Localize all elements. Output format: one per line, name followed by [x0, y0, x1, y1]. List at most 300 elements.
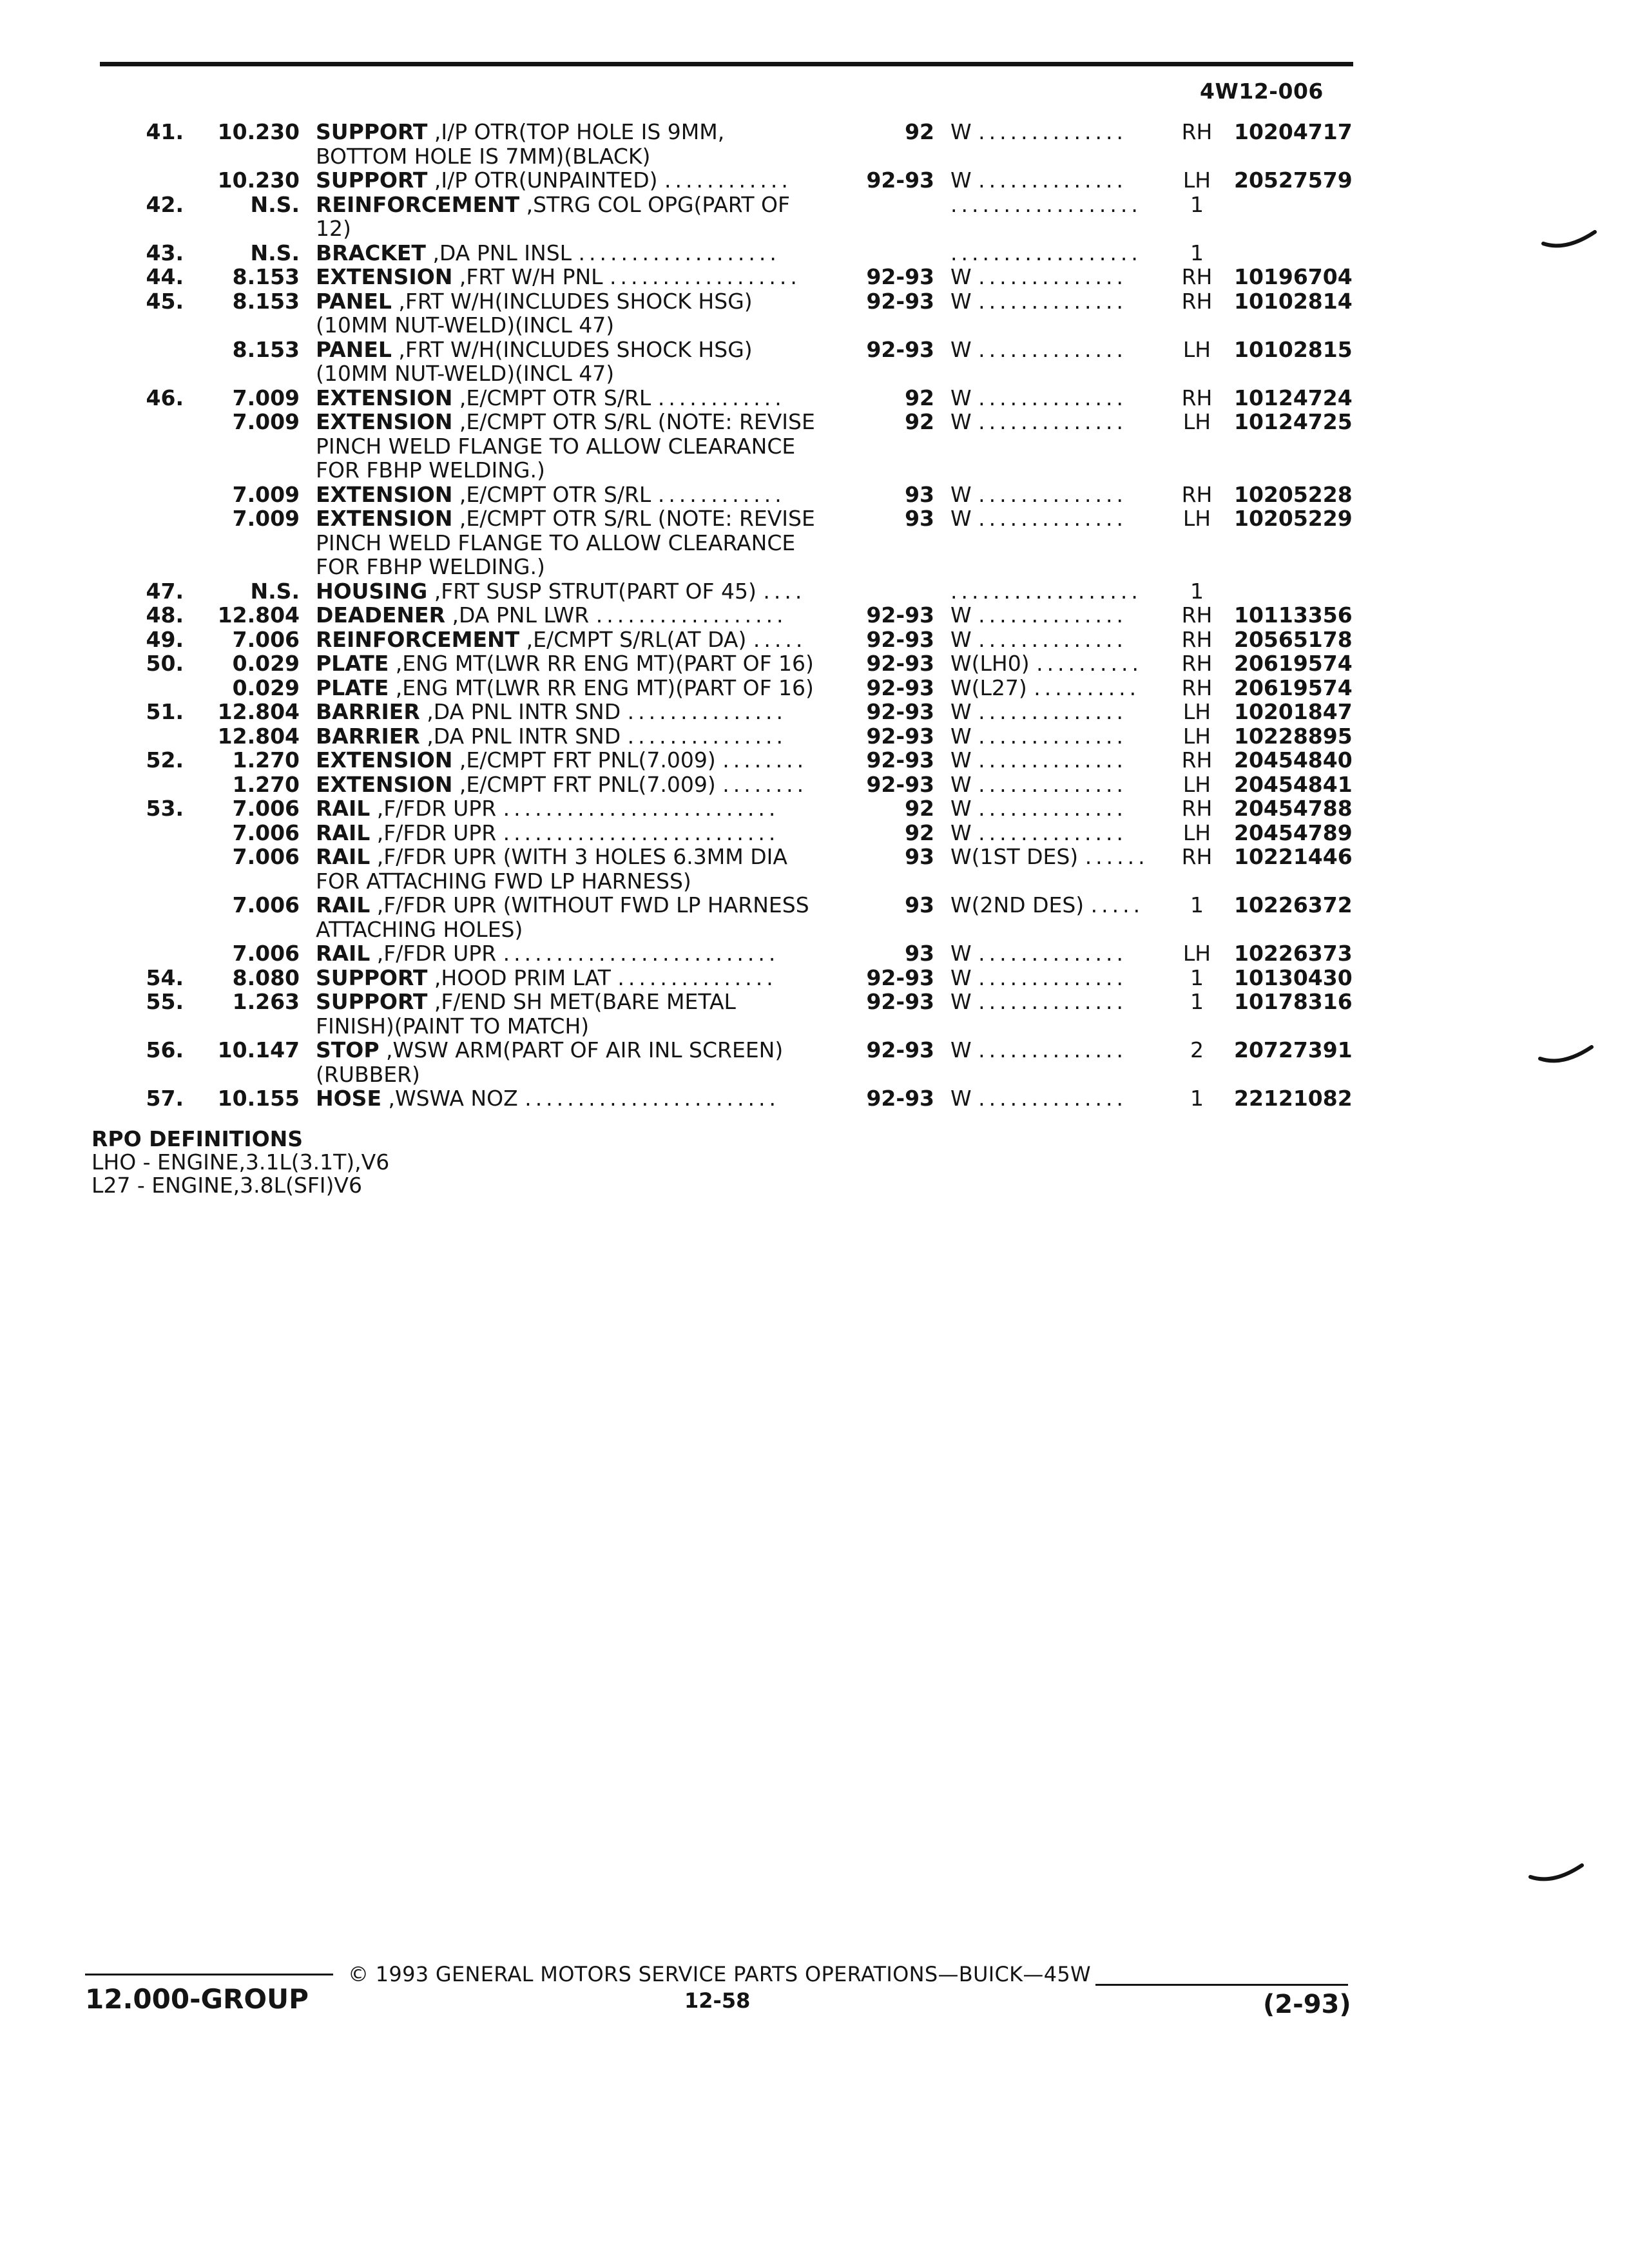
list-item [0, 434, 1629, 459]
description-text: ,ENG MT(LWR RR ENG MT)(PART OF 16) [389, 651, 814, 676]
side-or-quantity: RH [1181, 602, 1213, 628]
side-or-quantity: RH [1181, 796, 1213, 821]
list-item [0, 773, 1629, 797]
list-item [0, 241, 1629, 265]
description-text: ,E/CMPT FRT PNL(7.009) [452, 772, 716, 796]
usage-code [950, 1086, 1170, 1111]
part-number: 20527579 [1234, 168, 1353, 193]
leader-dots: .............. [978, 385, 1127, 410]
usage-code [950, 651, 1170, 676]
scan-mark [1537, 1041, 1595, 1066]
item-number: 53. [146, 796, 184, 821]
part-description [316, 1014, 847, 1039]
usage-code-text: W [950, 965, 972, 990]
description-text: ,E/CMPT OTR S/RL (NOTE: REVISE [452, 410, 815, 434]
description-text: ATTACHING HOLES) [316, 917, 523, 941]
part-description [316, 1062, 847, 1087]
side-or-quantity: 1 [1190, 191, 1204, 217]
part-number: 10226372 [1234, 892, 1353, 918]
usage-code [950, 265, 1170, 289]
list-item [0, 603, 1629, 628]
side-or-quantity: LH [1182, 941, 1211, 966]
list-item [0, 724, 1629, 749]
description-text: PINCH WELD FLANGE TO ALLOW CLEARANCE [316, 530, 796, 555]
leader-dots: ............... [627, 724, 787, 748]
item-number: 51. [146, 699, 184, 724]
model-year: 92 [905, 820, 934, 845]
side-or-quantity: LH [1182, 336, 1211, 362]
leader-dots: .......................... [503, 796, 780, 821]
group-number: 7.006 [232, 820, 300, 845]
usage-code-text: W [950, 748, 972, 773]
part-number: 20565178 [1234, 626, 1353, 652]
list-item [0, 651, 1629, 676]
usage-code [950, 120, 1170, 144]
part-name: HOSE [316, 1086, 381, 1111]
model-year: 92-93 [866, 1037, 934, 1062]
usage-code-text: W [950, 700, 972, 724]
part-description [316, 1086, 847, 1111]
usage-code-text: W [950, 385, 972, 410]
footer-group: 12.000-GROUP [85, 1983, 309, 2015]
part-description [316, 289, 847, 314]
part-number: 10205228 [1234, 481, 1353, 507]
side-or-quantity: LH [1182, 506, 1211, 531]
part-name: SUPPORT [316, 965, 428, 990]
list-item [0, 361, 1629, 386]
list-item [0, 265, 1629, 289]
list-item [0, 458, 1629, 483]
usage-code [950, 845, 1170, 869]
list-item [0, 555, 1629, 579]
leader-dots: ..... [1090, 893, 1144, 918]
description-text: 12) [316, 216, 351, 241]
description-text: ,E/CMPT OTR S/RL (NOTE: REVISE [452, 506, 815, 531]
usage-code-text: W [950, 337, 972, 361]
part-number: 20454789 [1234, 820, 1353, 845]
footer-copyright: © 1993 GENERAL MOTORS SERVICE PARTS OPERATIONS—BUICK—45W [348, 1962, 1091, 1986]
leader-dots: .................. [595, 603, 787, 628]
side-or-quantity: LH [1182, 723, 1211, 749]
part-number: 10205229 [1234, 506, 1353, 531]
list-item [0, 1062, 1629, 1087]
usage-code-text: W [950, 724, 972, 748]
part-description [316, 506, 847, 531]
usage-code [950, 410, 1170, 434]
usage-code-text: W [950, 168, 972, 193]
part-number: 10102814 [1234, 288, 1353, 314]
description-text: ,E/CMPT OTR S/RL [452, 385, 651, 410]
group-number: 1.270 [232, 771, 300, 797]
leader-dots: ........ [722, 772, 808, 796]
side-or-quantity: RH [1181, 844, 1213, 869]
description-text: (RUBBER) [316, 1062, 420, 1086]
model-year: 92-93 [866, 626, 934, 652]
leader-dots: .............. [978, 603, 1127, 628]
model-year: 92-93 [866, 965, 934, 990]
part-description [316, 458, 847, 483]
usage-code-text: W [950, 627, 972, 651]
part-description [316, 821, 847, 845]
group-number: N.S. [250, 240, 300, 265]
leader-dots: ........................ [525, 1086, 780, 1111]
part-number: 10221446 [1234, 844, 1353, 869]
scan-mark [1527, 1859, 1585, 1885]
part-name: EXTENSION [316, 772, 453, 796]
usage-code [950, 676, 1170, 700]
part-name: EXTENSION [316, 385, 453, 410]
usage-code [950, 483, 1170, 507]
side-or-quantity: 1 [1190, 578, 1204, 604]
list-item [0, 531, 1629, 555]
item-number: 57. [146, 1086, 184, 1111]
list-item [0, 796, 1629, 821]
part-description [316, 555, 847, 579]
side-or-quantity: RH [1181, 675, 1213, 700]
model-year: 92-93 [866, 602, 934, 628]
part-name: BRACKET [316, 240, 426, 265]
parts-list [0, 120, 1629, 1111]
part-name: SUPPORT [316, 120, 428, 144]
part-name: DEADENER [316, 603, 445, 628]
leader-dots: .............. [978, 1086, 1127, 1111]
part-name: EXTENSION [316, 482, 453, 506]
footer-date: (2-93) [1263, 1990, 1351, 2019]
footer-page-number: 12-58 [684, 1988, 751, 2013]
description-text: ,E/CMPT S/RL(AT DA) [519, 627, 747, 651]
leader-dots: ............ [657, 385, 786, 410]
description-text: ,FRT W/H(INCLUDES SHOCK HSG) [391, 289, 753, 313]
part-description [316, 893, 847, 918]
description-text: ,DA PNL LWR [445, 603, 590, 628]
list-item [0, 193, 1629, 217]
usage-code [950, 724, 1170, 749]
usage-code-text: W [950, 506, 972, 531]
list-item [0, 748, 1629, 773]
usage-code-text: W [950, 265, 972, 289]
usage-code [950, 1038, 1170, 1062]
leader-dots: .............. [978, 748, 1127, 773]
list-item [0, 144, 1629, 169]
model-year: 93 [905, 892, 934, 918]
list-item [0, 845, 1629, 869]
usage-code [950, 579, 1170, 604]
list-item [0, 1014, 1629, 1039]
part-name: PANEL [316, 289, 392, 313]
usage-code-text: W [950, 796, 972, 821]
side-or-quantity: RH [1181, 264, 1213, 289]
usage-code [950, 241, 1170, 265]
part-number: 10178316 [1234, 989, 1353, 1014]
part-name: EXTENSION [316, 748, 453, 773]
description-text: ,I/P OTR(TOP HOLE IS 9MM, [427, 120, 725, 144]
list-item [0, 700, 1629, 724]
leader-dots: ............... [627, 700, 787, 724]
leader-dots: .............. [978, 506, 1127, 531]
usage-code-text: W [950, 990, 972, 1014]
leader-dots: .............. [978, 410, 1127, 434]
model-year: 93 [905, 481, 934, 507]
model-year: 92-93 [866, 651, 934, 676]
part-number: 20619574 [1234, 675, 1353, 700]
top-rule [100, 62, 1353, 66]
usage-code-text: W [950, 1038, 972, 1062]
group-number: 10.155 [217, 1086, 300, 1111]
model-year: 92-93 [866, 675, 934, 700]
usage-code [950, 603, 1170, 628]
part-name: RAIL [316, 820, 371, 845]
part-name: REINFORCEMENT [316, 192, 520, 216]
description-text: ,WSWA NOZ [381, 1086, 518, 1111]
rpo-heading: RPO DEFINITIONS [92, 1126, 304, 1151]
description-text: ,DA PNL INSL [425, 240, 572, 265]
usage-code [950, 941, 1170, 966]
usage-code [950, 506, 1170, 531]
usage-code [950, 193, 1170, 217]
leader-dots: .............. [978, 820, 1127, 845]
leader-dots: .............. [978, 337, 1127, 361]
list-item [0, 313, 1629, 338]
leader-dots: .................. [950, 240, 1142, 265]
part-name: RAIL [316, 796, 371, 821]
usage-code-text: W [950, 941, 972, 966]
model-year: 92-93 [866, 336, 934, 362]
side-or-quantity: LH [1182, 820, 1211, 845]
leader-dots: .... [763, 579, 806, 603]
usage-code [950, 168, 1170, 193]
list-item [0, 676, 1629, 700]
part-description [316, 168, 847, 193]
part-number: 10124724 [1234, 385, 1353, 410]
model-year: 92-93 [866, 168, 934, 193]
model-year: 92-93 [866, 288, 934, 314]
description-text: ,F/FDR UPR (WITHOUT FWD LP HARNESS [370, 893, 809, 918]
description-text: FOR FBHP WELDING.) [316, 458, 545, 483]
group-number: N.S. [250, 578, 300, 604]
part-description [316, 144, 847, 169]
side-or-quantity: LH [1182, 409, 1211, 434]
leader-dots: .............. [978, 1038, 1127, 1062]
usage-code-text: W [950, 772, 972, 796]
leader-dots: ...... [1084, 845, 1149, 869]
side-or-quantity: RH [1181, 288, 1213, 314]
part-description [316, 651, 847, 676]
leader-dots: .......................... [503, 820, 780, 845]
part-description [316, 628, 847, 652]
part-description [316, 845, 847, 869]
item-number: 41. [146, 119, 184, 144]
model-year: 92-93 [866, 699, 934, 724]
list-item [0, 869, 1629, 894]
side-or-quantity: 1 [1190, 240, 1204, 265]
side-or-quantity: 2 [1190, 1037, 1204, 1062]
group-number: 12.804 [217, 699, 300, 724]
part-number: 20727391 [1234, 1037, 1353, 1062]
footer-rule-left [85, 1974, 333, 1975]
group-number: 7.009 [232, 506, 300, 531]
description-text: ,F/FDR UPR (WITH 3 HOLES 6.3MM DIA [370, 845, 787, 869]
usage-code [950, 628, 1170, 652]
side-or-quantity: LH [1182, 699, 1211, 724]
group-number: 7.009 [232, 385, 300, 410]
leader-dots: .................. [950, 192, 1142, 216]
side-or-quantity: 1 [1190, 1086, 1204, 1111]
description-text: ,F/FDR UPR [370, 820, 497, 845]
leader-dots: .............. [978, 482, 1127, 506]
list-item [0, 966, 1629, 990]
item-number: 52. [146, 747, 184, 773]
part-number: 20454788 [1234, 796, 1353, 821]
part-description [316, 483, 847, 507]
leader-dots: .......................... [503, 941, 780, 966]
part-name: BARRIER [316, 724, 420, 748]
side-or-quantity: 1 [1190, 965, 1204, 990]
leader-dots: .......... [1034, 675, 1141, 700]
leader-dots: .......... [1036, 651, 1142, 676]
part-description [316, 918, 847, 942]
part-name: SUPPORT [316, 168, 428, 193]
leader-dots: .............. [978, 724, 1127, 748]
leader-dots: ................... [578, 240, 780, 265]
leader-dots: ............ [664, 168, 792, 193]
side-or-quantity: RH [1181, 119, 1213, 144]
part-name: REINFORCEMENT [316, 627, 520, 651]
item-number: 56. [146, 1037, 184, 1062]
part-description [316, 313, 847, 338]
list-item [0, 821, 1629, 845]
item-number: 49. [146, 626, 184, 652]
usage-code-text: W [950, 120, 972, 144]
side-or-quantity: RH [1181, 747, 1213, 773]
item-number: 44. [146, 264, 184, 289]
model-year: 92-93 [866, 771, 934, 797]
usage-code [950, 796, 1170, 821]
part-description [316, 265, 847, 289]
part-description [316, 700, 847, 724]
description-text: (10MM NUT-WELD)(INCL 47) [316, 361, 615, 386]
group-number: 7.006 [232, 626, 300, 652]
leader-dots: .............. [978, 772, 1127, 796]
description-text: ,F/FDR UPR [370, 796, 497, 821]
list-item [0, 1038, 1629, 1062]
leader-dots: .............. [978, 120, 1127, 144]
part-number: 10130430 [1234, 965, 1353, 990]
usage-code [950, 773, 1170, 797]
group-number: 7.006 [232, 796, 300, 821]
list-item [0, 893, 1629, 918]
part-name: RAIL [316, 893, 371, 918]
part-description [316, 966, 847, 990]
leader-dots: .............. [978, 990, 1127, 1014]
list-item [0, 990, 1629, 1014]
description-text: ,F/FDR UPR [370, 941, 497, 966]
leader-dots: ............ [657, 482, 786, 506]
leader-dots: .............. [978, 168, 1127, 193]
side-or-quantity: RH [1181, 481, 1213, 507]
part-name: EXTENSION [316, 506, 453, 531]
group-number: 8.080 [232, 965, 300, 990]
usage-code-text: W [950, 1086, 972, 1111]
part-number: 10204717 [1234, 119, 1353, 144]
part-number: 10201847 [1234, 699, 1353, 724]
part-description [316, 361, 847, 386]
group-number: 7.009 [232, 481, 300, 507]
group-number: 1.263 [232, 989, 300, 1014]
usage-code-text: W [950, 482, 972, 506]
part-name: STOP [316, 1038, 380, 1062]
description-text: ,FRT SUSP STRUT(PART OF 45) [427, 579, 757, 603]
usage-code-text: W [950, 603, 972, 628]
model-year: 92-93 [866, 264, 934, 289]
list-item [0, 168, 1629, 193]
description-text: ,I/P OTR(UNPAINTED) [427, 168, 658, 193]
part-description [316, 724, 847, 749]
part-name: HOUSING [316, 579, 428, 603]
item-number: 46. [146, 385, 184, 410]
leader-dots: ............... [617, 965, 777, 990]
part-description [316, 241, 847, 265]
group-number: 7.009 [232, 409, 300, 434]
part-name: RAIL [316, 845, 371, 869]
list-item [0, 410, 1629, 434]
side-or-quantity: RH [1181, 626, 1213, 652]
description-text: (10MM NUT-WELD)(INCL 47) [316, 313, 615, 338]
part-name: BARRIER [316, 700, 420, 724]
usage-code-text: W(1ST DES) [950, 845, 1079, 869]
part-description [316, 120, 847, 144]
rpo-line: LHO - ENGINE,3.1L(3.1T),V6 [92, 1149, 390, 1175]
part-description [316, 386, 847, 410]
description-text: BOTTOM HOLE IS 7MM)(BLACK) [316, 144, 651, 168]
page-code: 4W12-006 [1200, 79, 1324, 104]
item-number: 42. [146, 191, 184, 217]
group-number: 8.153 [232, 336, 300, 362]
description-text: FINISH)(PAINT TO MATCH) [316, 1014, 590, 1038]
part-number: 10228895 [1234, 723, 1353, 749]
part-number: 20454840 [1234, 747, 1353, 773]
part-name: PANEL [316, 337, 392, 361]
item-number: 43. [146, 240, 184, 265]
leader-dots: ........ [722, 748, 808, 773]
description-text: ,E/CMPT FRT PNL(7.009) [452, 748, 716, 773]
model-year: 92 [905, 796, 934, 821]
model-year: 92-93 [866, 723, 934, 749]
part-description [316, 941, 847, 966]
description-text: ,F/END SH MET(BARE METAL [427, 990, 736, 1014]
usage-code-text: W [950, 410, 972, 434]
rpo-line: L27 - ENGINE,3.8L(SFI)V6 [92, 1173, 362, 1198]
item-number: 54. [146, 965, 184, 990]
list-item [0, 120, 1629, 144]
leader-dots: .................. [950, 579, 1142, 603]
usage-code [950, 748, 1170, 773]
item-number: 55. [146, 989, 184, 1014]
group-number: 8.153 [232, 264, 300, 289]
part-name: EXTENSION [316, 265, 453, 289]
part-description [316, 773, 847, 797]
side-or-quantity: RH [1181, 651, 1213, 676]
group-number: 0.029 [232, 675, 300, 700]
part-description [316, 676, 847, 700]
leader-dots: .............. [978, 265, 1127, 289]
group-number: 10.147 [217, 1037, 300, 1062]
side-or-quantity: 1 [1190, 989, 1204, 1014]
description-text: ,ENG MT(LWR RR ENG MT)(PART OF 16) [389, 675, 814, 700]
side-or-quantity: LH [1182, 168, 1211, 193]
list-item [0, 483, 1629, 507]
part-number: 10113356 [1234, 602, 1353, 628]
usage-code [950, 338, 1170, 362]
